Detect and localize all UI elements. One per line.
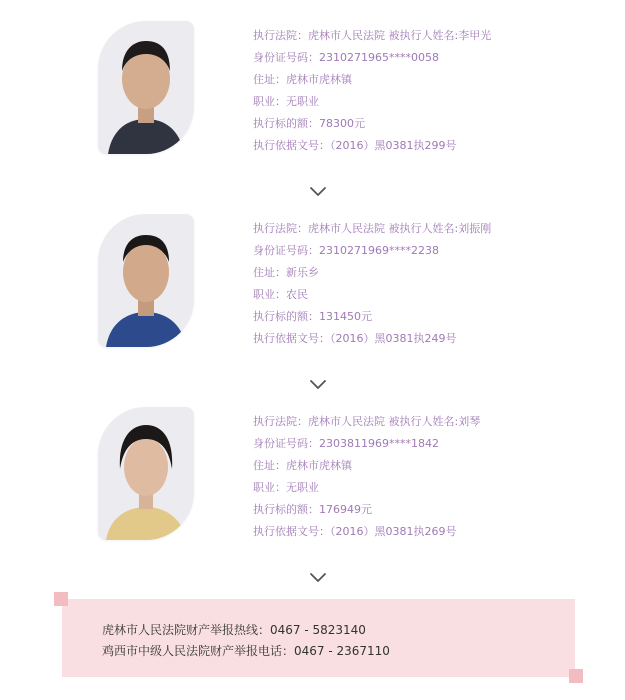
id-number: 身份证号码：2310271965****0058 (253, 51, 439, 64)
court-and-name: 执行法院：虎林市人民法院 被执行人姓名:刘琴 (253, 415, 481, 428)
portrait-photo (98, 407, 194, 540)
hotline-box (62, 599, 575, 677)
person-silhouette-icon (98, 21, 194, 154)
id-number: 身份证号码：2310271969****2238 (253, 244, 439, 257)
case-number: 执行依据文号：（2016）黑0381执299号 (253, 139, 457, 152)
occupation: 职业：农民 (253, 288, 308, 301)
court-and-name: 执行法院：虎林市人民法院 被执行人姓名:李甲光 (253, 29, 492, 42)
hotline-primary: 虎林市人民法院财产举报热线：0467 - 5823140 (102, 623, 366, 637)
chevron-down-icon (309, 186, 327, 198)
chevron-down-icon (309, 379, 327, 391)
case-number: 执行依据文号：（2016）黑0381执249号 (253, 332, 457, 345)
portrait-photo (98, 21, 194, 154)
record-3 (0, 411, 625, 561)
case-number: 执行依据文号：（2016）黑0381执269号 (253, 525, 457, 538)
amount: 执行标的额：78300元 (253, 117, 365, 130)
record-info (253, 25, 491, 157)
court-and-name: 执行法院：虎林市人民法院 被执行人姓名:刘振刚 (253, 222, 492, 235)
hotline-secondary: 鸡西市中级人民法院财产举报电话：0467 - 2367110 (102, 644, 390, 658)
address: 住址：新乐乡 (253, 266, 319, 279)
record-2 (0, 218, 625, 368)
amount: 执行标的额：131450元 (253, 310, 372, 323)
corner-square-decoration (569, 669, 583, 683)
chevron-down-icon (309, 572, 327, 584)
address: 住址：虎林市虎林镇 (253, 459, 352, 472)
record-info (253, 218, 491, 350)
portrait-photo (98, 214, 194, 347)
id-number: 身份证号码：2303811969****1842 (253, 437, 439, 450)
person-silhouette-icon (98, 407, 194, 540)
occupation: 职业：无职业 (253, 481, 319, 494)
amount: 执行标的额：176949元 (253, 503, 372, 516)
person-silhouette-icon (98, 214, 194, 347)
record-1 (0, 25, 625, 175)
record-info (253, 411, 480, 543)
address: 住址：虎林市虎林镇 (253, 73, 352, 86)
corner-square-decoration (54, 592, 68, 606)
occupation: 职业：无职业 (253, 95, 319, 108)
